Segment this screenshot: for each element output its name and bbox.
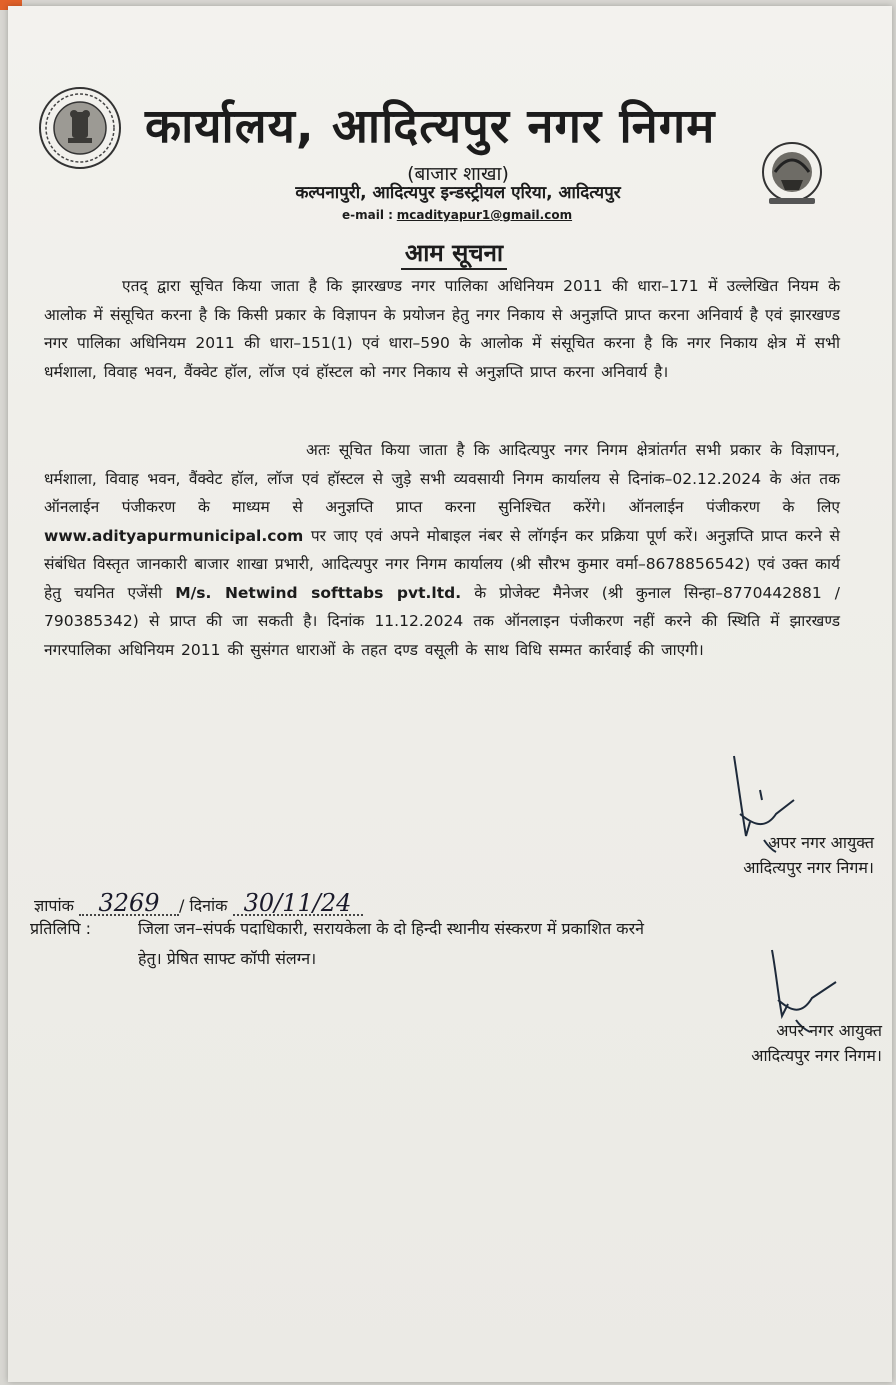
memo-date: 30/11/24 bbox=[233, 892, 363, 916]
signatory-office-1: आदित्यपुर नगर निगम। bbox=[743, 858, 874, 877]
email-label: e-mail : bbox=[342, 208, 393, 222]
date-label: / दिनांक bbox=[179, 896, 228, 915]
paragraph-2-middle: पर जाए एवं अपने मोबाइल नंबर से लॉगईन कर प्रक्रिया पूर्ण करें। अनुज्ञप्ति प्राप्त करने से संबंधित विस्तृत जानकारी बाजार शाखा प्रभारी, आदित्यपुर नगर निगम कार्यालय (श्री सौरभ कुमार वर्मा–8678856542) एवं उक्त कार्य हेतु चयनित एजेंसी bbox=[44, 526, 840, 602]
memo-label: ज्ञापांक bbox=[34, 896, 74, 915]
email-line bbox=[342, 208, 572, 222]
paragraph-2-end: के प्रोजेक्ट मैनेजर (श्री कुनाल सिन्हा–8770442881 / 790385342) से प्राप्त की जा सकती है। दिनांक 11.12.2024 तक ऑनलाइन पंजीकरण नहीं करने की स्थिति में झारखण्ड नगरपालिका अधिनियम 2011 की सुसंगत धाराओं के तहत दण्ड वसूली के साथ विधि सम्मत कार्रवाई की जाएगी। bbox=[44, 583, 840, 659]
signatory-office-2: आदित्यपुर नगर निगम। bbox=[751, 1046, 882, 1065]
memo-reference bbox=[34, 889, 363, 917]
paragraph-2-text: अतः सूचित किया जाता है कि आदित्यपुर नगर निगम क्षेत्रांतर्गत सभी प्रकार के विज्ञापन, धर्मशाला, विवाह भवन, वैंक्वेट हॉल, लॉज एवं हॉस्टल से जुड़े सभी व्यवसायी निगम कार्यालय से दिनांक–02.12.2024 के अंत तक ऑनलाईन पंजीकरण के माध्यम से अनुज्ञप्ति प्राप्त करना सुनिश्चित करेंगे। ऑनलाईन पंजीकरण के लिए bbox=[44, 441, 840, 516]
signatory-designation-1: अपर नगर आयुक्त bbox=[768, 833, 874, 852]
registration-url: www.adityapurmunicipal.com bbox=[44, 526, 304, 545]
copy-label: प्रतिलिपि : bbox=[30, 919, 92, 938]
email-address: mcadityapur1@gmail.com bbox=[396, 208, 573, 222]
signature-block-2 bbox=[751, 1018, 882, 1068]
signatory-designation-2: अपर नगर आयुक्त bbox=[776, 1021, 882, 1040]
notice-paragraph-1: एतद् द्वारा सूचित किया जाता है कि झारखण्ड नगर पालिका अधिनियम 2011 की धारा–171 में उल्लेखित नियम के आलोक में संसूचित करना है कि किसी प्रकार के विज्ञापन के प्रयोजन हेतु नगर निकाय से अनुज्ञप्ति प्राप्त करना अनिवार्य है एवं झारखण्ड नगर पालिका अधिनियम 2011 की धारा–151(1) एवं धारा–590 के आलोक में संसूचित करना है कि नगर निकाय क्षेत्र में सभी धर्मशाला, विवाह भवन, वैंक्वेट हॉल, लॉज एवं हॉस्टल को नगर निकाय से अनुज्ञप्ति प्राप्त करना अनिवार्य है। bbox=[44, 277, 840, 381]
copy-line-1: जिला जन–संपर्क पदाधिकारी, सरायकेला के दो हिन्दी स्थानीय संस्करण में प्रकाशित करने bbox=[138, 919, 645, 938]
memo-number: 3269 bbox=[79, 892, 179, 916]
agency-name: M/s. Netwind softtabs pvt.ltd. bbox=[175, 583, 462, 602]
copy-to bbox=[30, 914, 880, 974]
notice-paragraph-2 bbox=[44, 436, 840, 664]
signature-block-1 bbox=[743, 830, 874, 880]
state-emblem-icon bbox=[38, 86, 122, 170]
branch-name: (बाजार शाखा) bbox=[407, 163, 509, 185]
office-title: कार्यालय, आदित्यपुर नगर निगम bbox=[145, 99, 716, 154]
notice-heading: आम सूचना bbox=[0, 236, 896, 269]
copy-line-2: हेतु। प्रेषित साफ्ट कॉपी संलग्न। bbox=[138, 949, 317, 968]
office-address: कल्पनापुरी, आदित्यपुर इन्डस्ट्रीयल एरिया, आदित्यपुर bbox=[295, 183, 621, 203]
